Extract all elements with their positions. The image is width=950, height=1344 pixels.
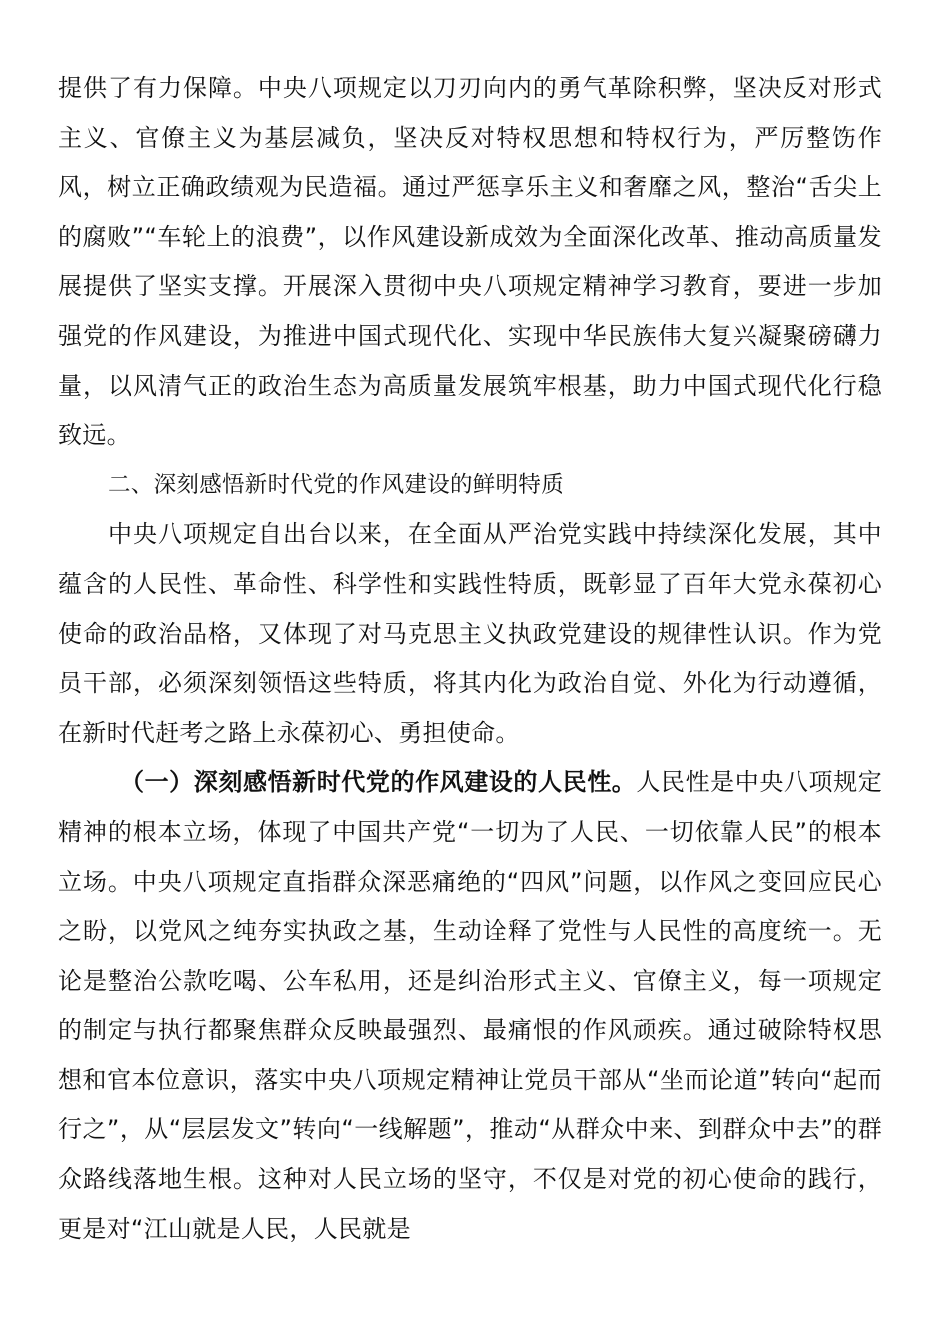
paragraph-3 <box>58 758 882 1254</box>
paragraph-3-body: 人民性是中央八项规定精神的根本立场，体现了中国共产党“一切为了人民、一切依靠人民”的根本立场。中央八项规定直指群众深恶痛绝的“四风”问题，以作风之变回应民心之盼，以党风之纯夯实执政之基，生动诠释了党性与人民性的高度统一。无论是整治公款吃喝、公车私用，还是纠治形式主义、官僚主义，每一项规定的制定与执行都聚焦群众反映最强烈、最痛恨的作风顽疾。通过破除特权思想和官本位意识，落实中央八项规定精神让党员干部从“坐而论道”转向“起而行之”，从“层层发文”转向“一线解题”，推动“从群众中来、到群众中去”的群众路线落地生根。这种对人民立场的坚守，不仅是对党的初心使命的践行，更是对“江山就是人民，人民就是 <box>58 768 882 1243</box>
subheading-1: （一）深刻感悟新时代党的作风建设的人民性。 <box>120 768 637 797</box>
section-heading-2: 二、深刻感悟新时代党的作风建设的鲜明特质 <box>108 471 565 498</box>
paragraph-1: 提供了有力保障。中央八项规定以刀刃向内的勇气革除积弊，坚决反对形式主义、官僚主义为基层减负，坚决反对特权思想和特权行为，严厉整饬作风，树立正确政绩观为民造福。通过严惩享乐主义和奢靡之风，整治“舌尖上的腐败”“车轮上的浪费”，以作风建设新成效为全面深化改革、推动高质量发展提供了坚实支撑。开展深入贯彻中央八项规定精神学习教育，要进一步加强党的作风建设，为推进中国式现代化、实现中华民族伟大复兴凝聚磅礴力量，以风清气正的政治生态为高质量发展筑牢根基，助力中国式现代化行稳致远。 <box>58 74 882 450</box>
document-page <box>58 64 882 1254</box>
paragraph-2: 中央八项规定自出台以来，在全面从严治党实践中持续深化发展，其中蕴含的人民性、革命性、科学性和实践性特质，既彰显了百年大党永葆初心使命的政治品格，又体现了对马克思主义执政党建设的规律性认识。作为党员干部，必须深刻领悟这些特质，将其内化为政治自觉、外化为行动遵循，在新时代赶考之路上永葆初心、勇担使命。 <box>58 520 882 747</box>
